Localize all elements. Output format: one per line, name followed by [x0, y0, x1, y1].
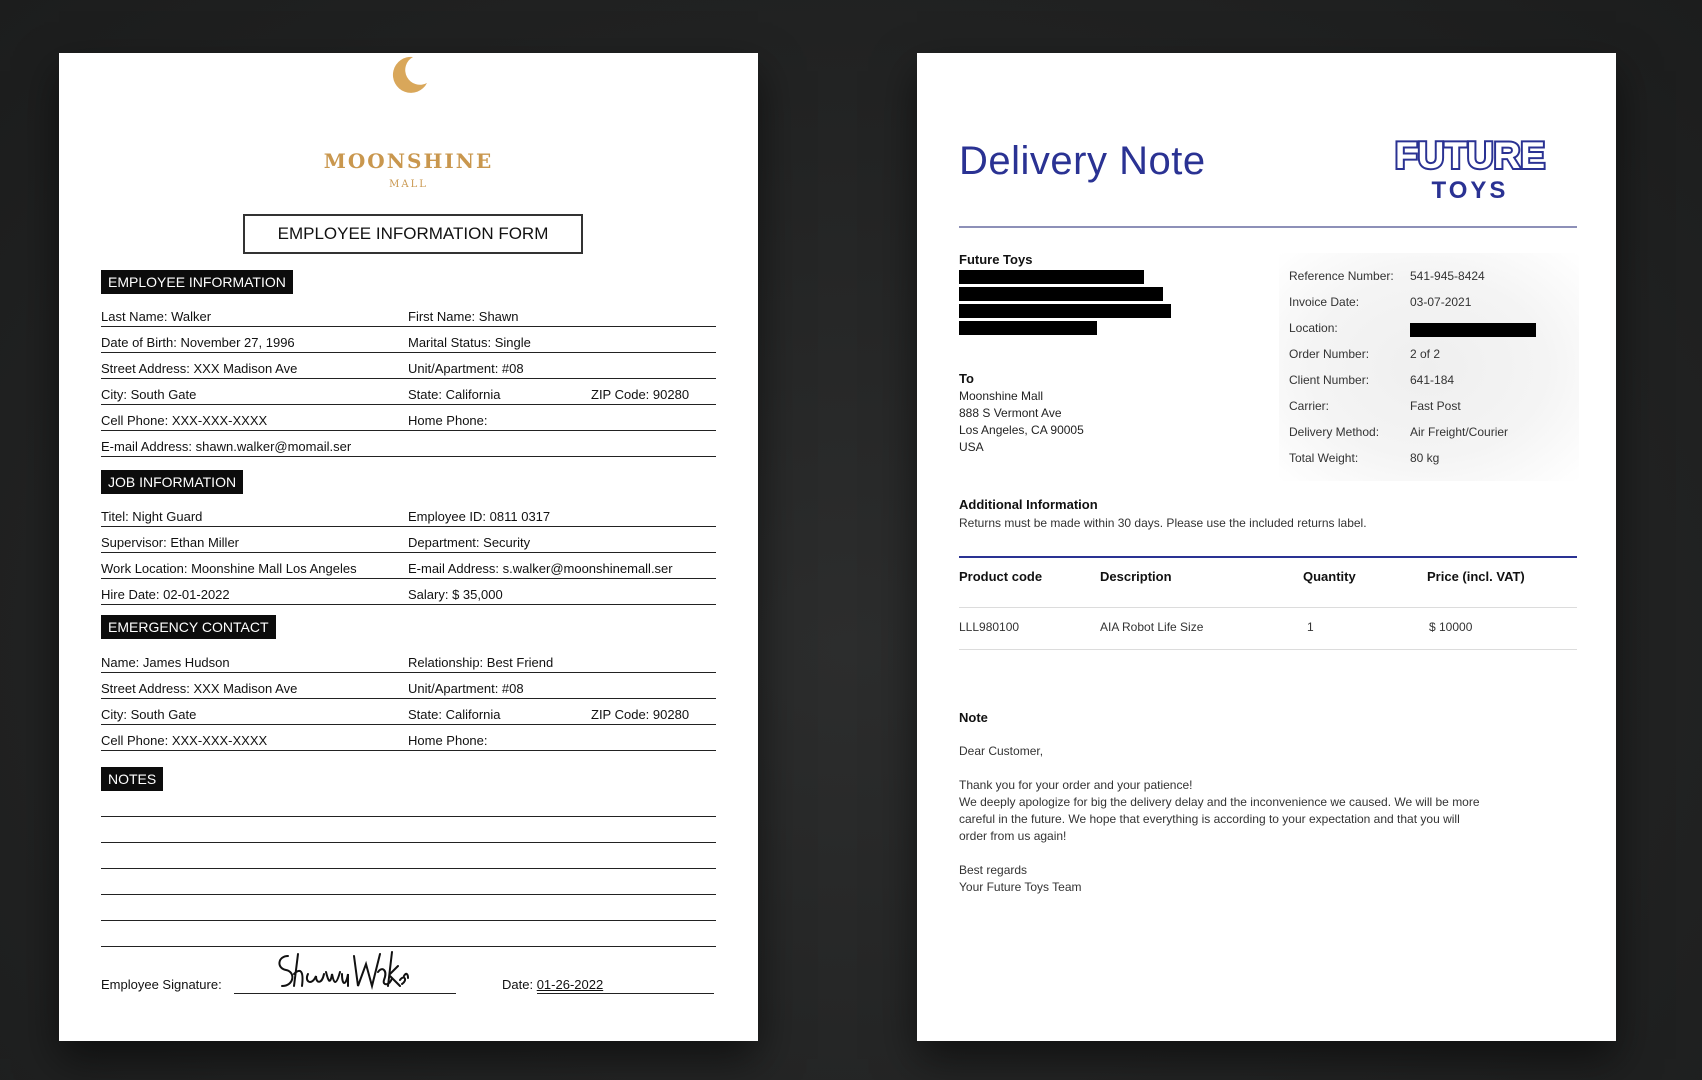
location-redaction-bar	[1410, 323, 1536, 337]
meta-value: 03-07-2021	[1410, 295, 1472, 309]
column-header: Description	[1100, 569, 1172, 584]
field-contact-home: Home Phone:	[408, 733, 488, 748]
recipient-heading: To	[959, 371, 974, 386]
field-department: Department: Security	[408, 535, 531, 550]
table-cell: $ 10000	[1429, 620, 1473, 634]
additional-info-heading: Additional Information	[959, 497, 1098, 512]
recipient-line: USA	[959, 440, 984, 454]
meta-row	[1279, 399, 1579, 419]
field-cell-phone: Cell Phone: XXX-XXX-XXXX	[101, 413, 268, 428]
field-contact-unit: Unit/Apartment: #08	[408, 681, 524, 696]
form-title: EMPLOYEE INFORMATION FORM	[243, 214, 583, 254]
signature-date	[502, 977, 603, 992]
form-row	[101, 380, 716, 405]
table-header-divider	[959, 607, 1577, 608]
field-email: E-mail Address: shawn.walker@momail.ser	[101, 439, 352, 454]
redaction-bar	[959, 304, 1171, 318]
notes-line	[101, 842, 716, 843]
meta-value: 641-184	[1410, 373, 1455, 387]
note-body-line: careful in the future. We hope that everything is according to your expectation and that you will	[959, 812, 1460, 826]
meta-label: Client Number:	[1289, 373, 1370, 387]
field-home-phone: Home Phone:	[408, 413, 488, 428]
form-row	[101, 302, 716, 327]
section-heading-employee-information: EMPLOYEE INFORMATION	[101, 270, 293, 294]
field-job-title: Titel: Night Guard	[101, 509, 203, 524]
field-contact-city: City: South Gate	[101, 707, 197, 722]
field-supervisor: Supervisor: Ethan Miller	[101, 535, 239, 550]
field-unit: Unit/Apartment: #08	[408, 361, 524, 376]
field-state: State: California	[408, 387, 501, 402]
note-body-line: We deeply apologize for big the delivery delay and the inconvenience we caused. We will be more	[959, 795, 1480, 809]
form-row	[101, 726, 716, 751]
delivery-note	[917, 53, 1616, 1041]
date-line	[537, 993, 714, 994]
section-heading-notes: NOTES	[101, 767, 163, 791]
header-divider	[959, 226, 1577, 228]
note-closing: Your Future Toys Team	[959, 880, 1082, 894]
meta-value: 541-945-8424	[1410, 269, 1485, 283]
form-row	[101, 554, 716, 579]
note-body-line: order from us again!	[959, 829, 1067, 843]
field-street-address: Street Address: XXX Madison Ave	[101, 361, 298, 376]
field-salary: Salary: $ 35,000	[408, 587, 503, 602]
column-header: Quantity	[1303, 569, 1356, 584]
field-marital-status: Marital Status: Single	[408, 335, 531, 350]
redaction-bar	[959, 270, 1144, 284]
meta-row	[1279, 425, 1579, 445]
recipient-line: Moonshine Mall	[959, 389, 1044, 403]
section-heading-emergency-contact: EMERGENCY CONTACT	[101, 615, 276, 639]
notes-line	[101, 920, 716, 921]
field-contact-zip: ZIP Code: 90280	[591, 707, 690, 722]
order-details-panel	[1279, 253, 1579, 481]
form-row	[101, 354, 716, 379]
meta-row	[1279, 295, 1579, 315]
logo-subtitle: MALL	[389, 179, 428, 190]
meta-value: 2 of 2	[1410, 347, 1441, 361]
field-contact-cell: Cell Phone: XXX-XXX-XXXX	[101, 733, 268, 748]
table-top-divider	[959, 556, 1577, 558]
meta-row	[1279, 321, 1579, 341]
recipient-line: 888 S Vermont Ave	[959, 406, 1062, 420]
meta-row	[1279, 269, 1579, 289]
meta-label: Carrier:	[1289, 399, 1330, 413]
field-work-email: E-mail Address: s.walker@moonshinemall.ser	[408, 561, 673, 576]
field-employee-id: Employee ID: 0811 0317	[408, 509, 551, 524]
note-greeting: Dear Customer,	[959, 744, 1044, 758]
date-label: Date:	[502, 977, 534, 992]
employee-information-form	[59, 53, 758, 1041]
field-contact-street: Street Address: XXX Madison Ave	[101, 681, 298, 696]
meta-label: Location:	[1289, 321, 1338, 335]
meta-row	[1279, 347, 1579, 367]
form-row	[101, 502, 716, 527]
delivery-note-title: Delivery Note	[959, 139, 1206, 183]
field-city: City: South Gate	[101, 387, 197, 402]
field-work-location: Work Location: Moonshine Mall Los Angeles	[101, 561, 357, 576]
column-header: Product code	[959, 569, 1043, 584]
section-heading-job-information: JOB INFORMATION	[101, 470, 243, 494]
logo-name: MOONSHINE	[323, 149, 494, 173]
table-cell: LLL980100	[959, 620, 1020, 634]
form-row	[101, 432, 716, 457]
meta-value: Air Freight/Courier	[1410, 425, 1509, 439]
form-row	[101, 580, 716, 605]
additional-info-text: Returns must be made within 30 days. Please use the included returns label.	[959, 516, 1367, 530]
note-heading: Note	[959, 710, 988, 725]
field-last-name: Last Name: Walker	[101, 309, 212, 324]
form-row	[101, 674, 716, 699]
form-row	[101, 648, 716, 673]
meta-label: Delivery Method:	[1289, 425, 1380, 439]
field-contact-state: State: California	[408, 707, 501, 722]
meta-value: 80 kg	[1410, 451, 1440, 465]
brand-line-future: FUTURE	[1394, 135, 1546, 176]
notes-line	[101, 868, 716, 869]
column-header: Price (incl. VAT)	[1427, 569, 1525, 584]
handwritten-signature	[274, 946, 409, 998]
form-row	[101, 700, 716, 725]
form-row	[101, 528, 716, 553]
table-bottom-divider	[959, 649, 1577, 650]
notes-line	[101, 894, 716, 895]
field-first-name: First Name: Shawn	[408, 309, 519, 324]
recipient-line: Los Angeles, CA 90005	[959, 423, 1084, 437]
field-zip: ZIP Code: 90280	[591, 387, 690, 402]
meta-label: Order Number:	[1289, 347, 1370, 361]
meta-row	[1279, 451, 1579, 471]
brand-line-toys: TOYS	[1431, 177, 1509, 204]
notes-line	[101, 816, 716, 817]
redaction-bar	[959, 287, 1163, 301]
field-relationship: Relationship: Best Friend	[408, 655, 554, 670]
crescent-moon-icon	[387, 53, 431, 97]
table-cell: AIA Robot Life Size	[1100, 620, 1204, 634]
table-cell: 1	[1307, 620, 1314, 634]
sender-name: Future Toys	[959, 252, 1033, 267]
meta-value: Fast Post	[1410, 399, 1461, 413]
note-closing: Best regards	[959, 863, 1028, 877]
field-date-of-birth: Date of Birth: November 27, 1996	[101, 335, 295, 350]
meta-label: Invoice Date:	[1289, 295, 1360, 309]
form-row	[101, 406, 716, 431]
meta-label: Reference Number:	[1289, 269, 1394, 283]
field-hire-date: Hire Date: 02-01-2022	[101, 587, 230, 602]
form-row	[101, 328, 716, 353]
signature-label: Employee Signature:	[101, 977, 222, 992]
note-body-line: Thank you for your order and your patience!	[959, 778, 1193, 792]
future-toys-logo	[1392, 135, 1548, 205]
meta-row	[1279, 373, 1579, 393]
meta-label: Total Weight:	[1289, 451, 1359, 465]
date-value: 01-26-2022	[536, 977, 604, 992]
redaction-bar	[959, 321, 1097, 335]
field-contact-name: Name: James Hudson	[101, 655, 230, 670]
